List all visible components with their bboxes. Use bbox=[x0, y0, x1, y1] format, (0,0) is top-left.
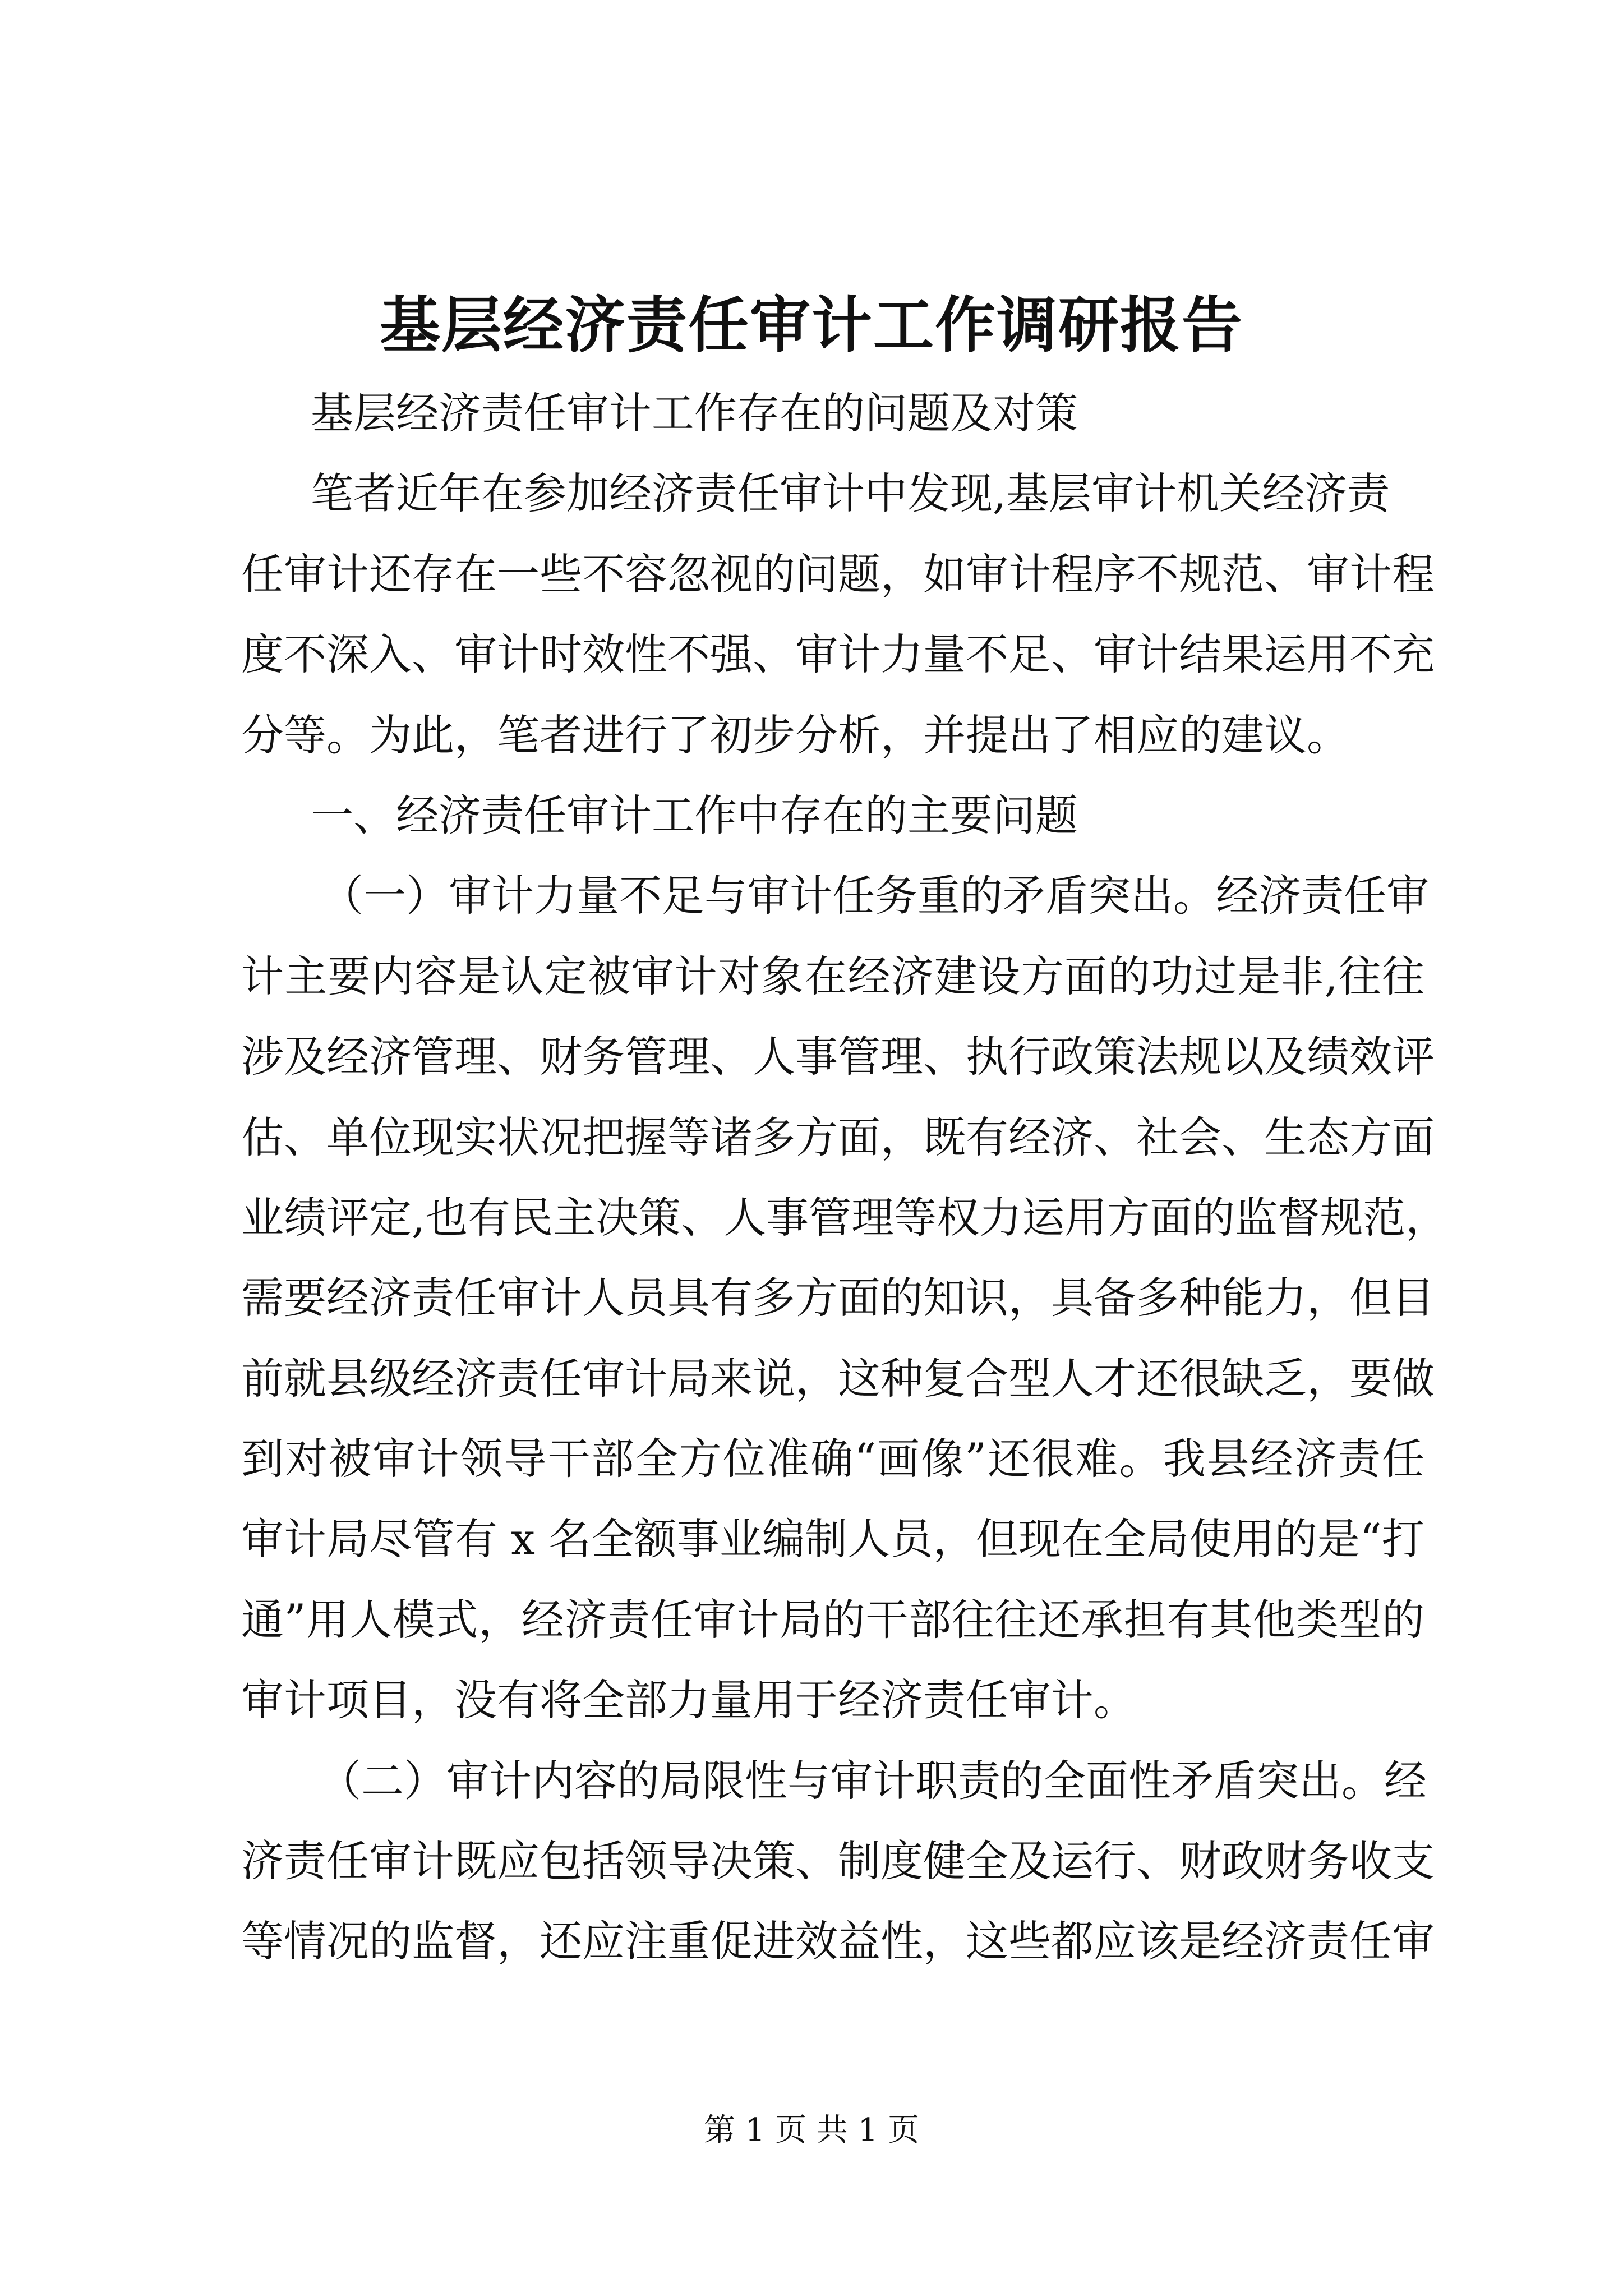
paragraph-line: 业绩评定,也有民主决策、人事管理等权力运用方面的监督规范， bbox=[241, 1192, 1449, 1243]
subtitle-line: 基层经济责任审计工作存在的问题及对策 bbox=[311, 388, 1078, 438]
paragraph-line: 审计局尽管有 x 名全额事业编制人员，但现在全局使用的是“打 bbox=[241, 1514, 1424, 1565]
document-title: 基层经济责任审计工作调研报告 bbox=[379, 290, 1243, 361]
page-footer: 第 1 页 共 1 页 bbox=[703, 2112, 920, 2148]
paragraph-line: 需要经济责任审计人员具有多方面的知识，具备多种能力，但目 bbox=[241, 1273, 1435, 1323]
paragraph-line: 笔者近年在参加经济责任审计中发现,基层审计机关经济责 bbox=[311, 468, 1390, 519]
paragraph-line: 审计项目，没有将全部力量用于经济责任审计。 bbox=[241, 1675, 1136, 1726]
paragraph-line: （二）审计内容的局限性与审计职责的全面性矛盾突出。经 bbox=[319, 1755, 1427, 1806]
paragraph-line: 前就县级经济责任审计局来说，这种复合型人才还很缺乏，要做 bbox=[241, 1353, 1435, 1404]
paragraph-line: 分等。为此，笔者进行了初步分析，并提出了相应的建议。 bbox=[241, 710, 1349, 760]
paragraph-line: 计主要内容是认定被审计对象在经济建设方面的功过是非,往往 bbox=[241, 951, 1424, 1001]
paragraph-line: 涉及经济管理、财务管理、人事管理、执行政策法规以及绩效评 bbox=[241, 1032, 1435, 1082]
paragraph-line: 通”用人模式，经济责任审计局的干部往往还承担有其他类型的 bbox=[241, 1594, 1424, 1645]
paragraph-line: 济责任审计既应包括领导决策、制度健全及运行、财政财务收支 bbox=[241, 1836, 1435, 1887]
paragraph-line: 估、单位现实状况把握等诸多方面，既有经济、社会、生态方面 bbox=[241, 1112, 1435, 1162]
document-body bbox=[241, 373, 1449, 1982]
paragraph-line: （一）审计力量不足与审计任务重的矛盾突出。经济责任审 bbox=[321, 871, 1429, 921]
section-heading: 一、经济责任审计工作中存在的主要问题 bbox=[311, 790, 1078, 840]
paragraph-line: 度不深入、审计时效性不强、审计力量不足、审计结果运用不充 bbox=[241, 629, 1435, 680]
paragraph-line: 任审计还存在一些不容忽视的问题，如审计程序不规范、审计程 bbox=[241, 549, 1435, 599]
paragraph-line: 等情况的监督，还应注重促进效益性，这些都应该是经济责任审 bbox=[241, 1916, 1435, 1967]
paragraph-line: 到对被审计领导干部全方位准确“画像”还很难。我县经济责任 bbox=[241, 1434, 1424, 1484]
